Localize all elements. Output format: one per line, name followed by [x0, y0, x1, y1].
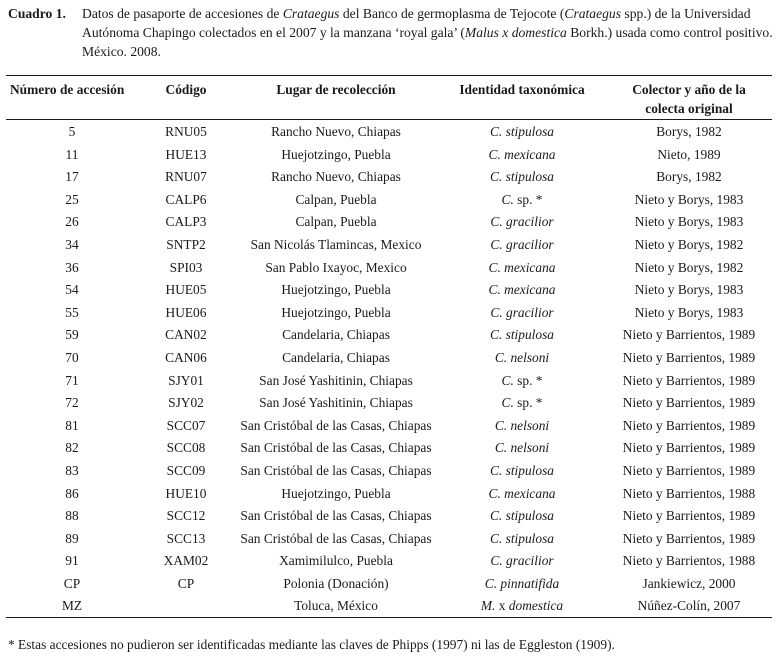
cell-code: HUE05 — [165, 282, 207, 298]
cell-collector: Nieto y Barrientos, 1989 — [622, 530, 756, 546]
cell-place: San José Yashitinin, Chiapas — [259, 395, 413, 411]
taxon-qualifier: sp. * — [513, 191, 543, 207]
cell-place: San Pablo Ixayoc, Mexico — [265, 259, 407, 275]
cell-code: XAM02 — [163, 553, 209, 569]
cell-collector: Nieto y Barrientos, 1989 — [622, 327, 756, 343]
caption-italic-term: Crataegus — [282, 6, 340, 21]
taxon-name: C. mexicana — [488, 259, 556, 275]
taxon-name: C. gracilior — [490, 553, 554, 569]
caption-italic-term: Crataegus — [564, 6, 622, 21]
cell-accession-number: 91 — [65, 553, 79, 569]
table-row — [6, 234, 772, 257]
taxon-name: M. — [480, 598, 496, 614]
cell-collector: Nieto y Barrientos, 1989 — [622, 417, 756, 433]
cell-taxon — [438, 415, 606, 438]
cell-collector: Nieto y Borys, 1983 — [634, 304, 744, 320]
footnote: * Estas accesiones no pudieron ser identificadas mediante las claves de Phipps (1997) ni las de Eggleston (1909). — [8, 637, 615, 652]
taxon-name: C. — [501, 372, 514, 388]
cell-place: Huejotzingo, Puebla — [281, 304, 391, 320]
cell-collector: Nieto y Barrientos, 1989 — [622, 462, 756, 478]
table-row — [6, 324, 772, 347]
header-place: Lugar de recolección — [276, 82, 396, 97]
cell-place: Rancho Nuevo, Chiapas — [271, 124, 401, 139]
taxon-name: C. mexicana — [488, 282, 556, 298]
cell-taxon — [438, 347, 606, 370]
cell-accession-number: 59 — [65, 327, 79, 343]
cell-code: SCC12 — [166, 508, 206, 524]
cell-collector: Nieto y Barrientos, 1989 — [622, 440, 756, 456]
cell-code: SCC09 — [166, 462, 206, 478]
cell-place: San Cristóbal de las Casas, Chiapas — [240, 462, 432, 478]
cell-taxon — [438, 189, 606, 212]
cell-place: San Nicolás Tlamincas, Mexico — [250, 236, 422, 252]
taxon-name: C. stipulosa — [490, 530, 554, 546]
caption-fragment: del Banco de germoplasma de Tejocote ( — [339, 6, 565, 21]
caption-fragment: Borkh.) usada como control positivo. México. 2008. — [82, 25, 773, 59]
cell-taxon — [438, 528, 606, 551]
taxon-name: C. mexicana — [488, 485, 556, 501]
header-taxon: Identidad taxonómica — [459, 82, 585, 97]
caption-fragment: spp.) de la Universidad Autónoma Chapingo colectados en el 2007 y la manzana ‘royal gala’ ( — [82, 6, 751, 40]
cell-accession-number: 86 — [65, 485, 79, 501]
cell-accession-number: 25 — [65, 191, 79, 207]
cell-code: HUE06 — [165, 304, 207, 320]
taxon-name: C. gracilior — [490, 304, 554, 320]
table-row — [6, 144, 772, 167]
caption-fragment: Datos de pasaporte de accesiones de — [82, 6, 283, 21]
cell-place: San Cristóbal de las Casas, Chiapas — [240, 530, 432, 546]
table-row — [6, 257, 772, 280]
cell-code: SCC13 — [166, 530, 206, 546]
taxon-qualifier: sp. * — [513, 395, 543, 411]
taxon-name: C. gracilior — [490, 236, 554, 252]
taxon-qualifier: sp. * — [513, 372, 543, 388]
cell-code: CALP3 — [165, 214, 207, 230]
table-row — [6, 460, 772, 483]
table-row — [6, 120, 772, 144]
cell-accession-number: 81 — [65, 417, 79, 433]
cell-taxon — [438, 505, 606, 528]
cell-accession-number: 88 — [65, 508, 79, 524]
cell-collector: Nieto y Barrientos, 1989 — [622, 395, 756, 411]
cell-taxon — [438, 370, 606, 393]
cell-collector: Núñez-Colín, 2007 — [637, 598, 741, 614]
cell-taxon — [438, 257, 606, 280]
cell-taxon — [438, 279, 606, 302]
cell-code: SNTP2 — [166, 236, 206, 252]
cell-collector: Nieto, 1989 — [657, 146, 721, 162]
taxon-name: C. nelsoni — [494, 417, 550, 433]
header-accession: Número de accesión — [10, 82, 125, 97]
cell-place: Huejotzingo, Puebla — [281, 485, 391, 501]
cell-collector: Borys, 1982 — [656, 169, 722, 185]
cell-collector: Nieto y Borys, 1983 — [634, 214, 744, 230]
cell-collector: Jankiewicz, 2000 — [642, 575, 736, 591]
taxon-name: C. mexicana — [488, 146, 556, 162]
table-row — [6, 370, 772, 393]
cell-collector: Nieto y Barrientos, 1989 — [622, 508, 756, 524]
cell-place: Toluca, México — [294, 598, 378, 614]
header-code: Código — [165, 82, 207, 97]
cell-accession-number: 34 — [65, 236, 79, 252]
cell-taxon — [438, 324, 606, 347]
cell-accession-number: 26 — [65, 214, 79, 230]
cell-place: San Cristóbal de las Casas, Chiapas — [240, 508, 432, 524]
cell-collector: Nieto y Barrientos, 1988 — [622, 485, 756, 501]
accessions-table — [6, 78, 772, 618]
cell-collector: Nieto y Borys, 1983 — [634, 282, 744, 298]
cell-code: SPI03 — [169, 259, 203, 275]
table-row — [6, 166, 772, 189]
cell-taxon — [438, 550, 606, 573]
cell-accession-number: CP — [63, 575, 81, 591]
cell-collector: Nieto y Borys, 1982 — [634, 236, 744, 252]
table-row — [6, 279, 772, 302]
table-row — [6, 189, 772, 212]
table-header-row — [6, 78, 772, 120]
table-body — [6, 120, 772, 618]
table-row — [6, 415, 772, 438]
cell-collector: Nieto y Borys, 1982 — [634, 259, 744, 275]
cell-place: San José Yashitinin, Chiapas — [259, 372, 413, 388]
table-row — [6, 437, 772, 460]
cell-accession-number: 70 — [65, 349, 79, 365]
cell-taxon — [438, 392, 606, 415]
table-row — [6, 528, 772, 551]
cell-code: RNU07 — [165, 169, 207, 185]
cell-place: Polonia (Donación) — [283, 575, 389, 591]
cell-taxon — [438, 144, 606, 167]
cell-place: Xamimilulco, Puebla — [279, 553, 393, 569]
cell-code — [138, 595, 234, 618]
cell-accession-number: 72 — [65, 395, 79, 411]
header-collector — [606, 78, 772, 120]
cell-taxon — [438, 166, 606, 189]
cell-code: SJY01 — [168, 372, 204, 388]
taxon-name: C. stipulosa — [490, 508, 554, 524]
cell-accession-number: 54 — [65, 282, 79, 298]
cell-code: CP — [177, 575, 195, 591]
cell-place: San Cristóbal de las Casas, Chiapas — [240, 440, 432, 456]
cell-accession-number: 36 — [65, 259, 79, 275]
cell-collector: Nieto y Borys, 1983 — [634, 191, 744, 207]
cell-taxon — [438, 302, 606, 325]
cell-accession-number: 11 — [65, 146, 79, 162]
cell-accession-number: 82 — [65, 440, 79, 456]
cell-place: Calpan, Puebla — [295, 214, 377, 230]
cell-collector: Nieto y Barrientos, 1988 — [622, 553, 756, 569]
cell-accession-number: 5 — [68, 124, 76, 139]
table-row — [6, 505, 772, 528]
table-caption — [8, 4, 776, 61]
caption-text — [82, 4, 776, 61]
cell-taxon — [438, 483, 606, 506]
cell-collector: Borys, 1982 — [656, 124, 722, 139]
cell-taxon — [438, 573, 606, 596]
cell-accession-number: 17 — [65, 169, 79, 185]
cell-taxon — [438, 120, 606, 144]
cell-place: Rancho Nuevo, Chiapas — [271, 169, 401, 185]
cell-code: CALP6 — [165, 191, 207, 207]
table-row — [6, 211, 772, 234]
table-row — [6, 392, 772, 415]
table-row — [6, 483, 772, 506]
taxon-name: C. stipulosa — [490, 327, 554, 343]
taxon-epithet: domestica — [508, 598, 564, 614]
header-collector-line1: Colector y año de la — [632, 82, 746, 97]
table-row — [6, 347, 772, 370]
cell-accession-number: 89 — [65, 530, 79, 546]
taxon-name: C. pinnatifida — [484, 575, 560, 591]
cell-place: Candelaria, Chiapas — [282, 349, 390, 365]
table-row — [6, 550, 772, 573]
table-top-rule — [6, 75, 772, 76]
cell-collector: Nieto y Barrientos, 1989 — [622, 349, 756, 365]
cell-code: RNU05 — [165, 124, 207, 139]
cell-accession-number: 71 — [65, 372, 79, 388]
cell-place: Candelaria, Chiapas — [282, 327, 390, 343]
cell-taxon — [438, 211, 606, 234]
caption-label: Cuadro 1. — [8, 6, 66, 21]
cell-code: HUE13 — [165, 146, 207, 162]
cell-taxon — [438, 234, 606, 257]
taxon-name: C. — [501, 395, 514, 411]
taxon-name: C. gracilior — [490, 214, 554, 230]
cell-collector: Nieto y Barrientos, 1989 — [622, 372, 756, 388]
taxon-name: C. stipulosa — [490, 462, 554, 478]
cell-accession-number: 55 — [65, 304, 79, 320]
cell-place: Huejotzingo, Puebla — [281, 146, 391, 162]
cell-code: CAN06 — [165, 349, 207, 365]
cell-taxon — [438, 595, 606, 618]
table-row — [6, 573, 772, 596]
taxon-name: C. — [501, 191, 514, 207]
taxon-name: C. nelsoni — [494, 349, 550, 365]
cell-code: HUE10 — [165, 485, 207, 501]
cell-code: SCC08 — [166, 440, 206, 456]
cell-place: San Cristóbal de las Casas, Chiapas — [240, 417, 432, 433]
cell-taxon — [438, 437, 606, 460]
caption-italic-term: Malus x domestica — [464, 25, 567, 40]
taxon-qualifier: x — [495, 598, 509, 614]
table-row — [6, 595, 772, 618]
cell-code: SCC07 — [166, 417, 206, 433]
cell-code: SJY02 — [168, 395, 204, 411]
header-collector-line2: colecta original — [645, 101, 733, 116]
cell-accession-number: 83 — [65, 462, 79, 478]
table-row — [6, 302, 772, 325]
cell-place: Huejotzingo, Puebla — [281, 282, 391, 298]
cell-place: Calpan, Puebla — [295, 191, 377, 207]
cell-accession-number: MZ — [61, 598, 83, 614]
taxon-name: C. stipulosa — [490, 124, 554, 139]
taxon-name: C. nelsoni — [494, 440, 550, 456]
cell-code: CAN02 — [165, 327, 207, 343]
cell-taxon — [438, 460, 606, 483]
taxon-name: C. stipulosa — [490, 169, 554, 185]
